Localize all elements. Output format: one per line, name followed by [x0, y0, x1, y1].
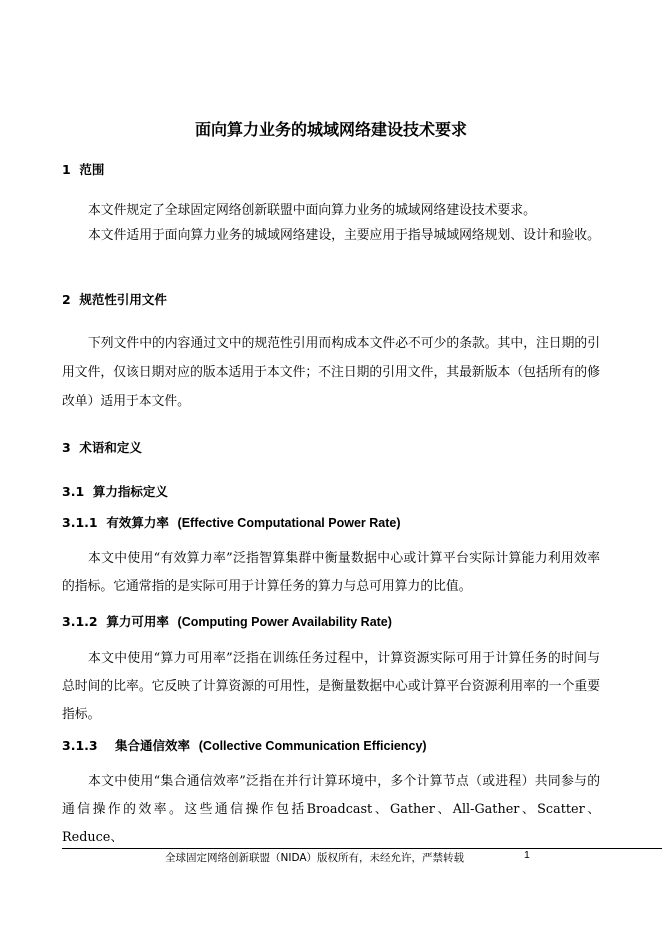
section-title: 集合通信效率	[115, 738, 191, 753]
section-number: 2	[62, 292, 71, 307]
section-3-1-heading	[62, 482, 168, 500]
section-3-1-3-heading	[62, 736, 427, 754]
paragraph: 本文件规定了全球固定网络创新联盟中面向算力业务的城域网络建设技术要求。	[88, 203, 536, 218]
section-english-title: (Computing Power Availability Rate)	[177, 615, 392, 629]
section-number: 3.1	[62, 484, 85, 499]
section-title: 规范性引用文件	[79, 292, 167, 307]
section-english-title: (Collective Communication Efficiency)	[198, 739, 427, 753]
section-title: 算力指标定义	[92, 484, 168, 499]
paragraph: 本文中使用“算力可用率”泛指在训练任务过程中，计算资源实际可用于计算任务的时间与总时间的比率。它反映了计算资源的可用性，是衡量数据中心或计算平台资源利用率的一个重要指标。	[62, 651, 600, 722]
section-3-heading	[62, 438, 142, 456]
section-english-title: (Effective Computational Power Rate)	[177, 516, 401, 530]
section-2-heading	[62, 290, 167, 308]
section-title: 算力可用率	[106, 614, 169, 629]
section-number: 3.1.1	[62, 515, 98, 530]
section-title: 术语和定义	[79, 440, 142, 455]
section-number: 1	[62, 162, 71, 177]
footer-copyright: 全球固定网络创新联盟（NIDA）版权所有，未经允许，严禁转载	[165, 852, 465, 864]
section-1-heading	[62, 160, 104, 178]
footer-rule	[62, 848, 662, 849]
paragraph: 本文件适用于面向算力业务的城域网络建设，主要应用于指导城域网络规划、设计和验收。	[88, 228, 600, 243]
section-number: 3.1.3	[62, 738, 98, 753]
paragraph: 本文中使用“集合通信效率”泛指在并行计算环境中，多个计算节点（或进程）共同参与的通信操作的效率。这些通信操作包括Broadcast、Gather、All-Gather、Scatter、Reduce、	[62, 774, 600, 845]
section-3-1-2-heading	[62, 612, 392, 630]
section-number: 3	[62, 440, 71, 455]
page-title: 面向算力业务的城域网络建设技术要求	[194, 120, 467, 139]
section-title: 范围	[79, 162, 105, 177]
section-3-1-1-heading	[62, 513, 401, 531]
paragraph: 本文中使用“有效算力率”泛指智算集群中衡量数据中心或计算平台实际计算能力利用效率的指标。它通常指的是实际可用于计算任务的算力与总可用算力的比值。	[62, 551, 600, 594]
section-number: 3.1.2	[62, 614, 98, 629]
section-title: 有效算力率	[106, 515, 169, 530]
paragraph: 下列文件中的内容通过文中的规范性引用而构成本文件必不可少的条款。其中，注日期的引用文件，仅该日期对应的版本适用于本文件；不注日期的引用文件，其最新版本（包括所有的修改单）适用于本文件。	[62, 336, 600, 409]
page-number: 1	[524, 849, 530, 861]
